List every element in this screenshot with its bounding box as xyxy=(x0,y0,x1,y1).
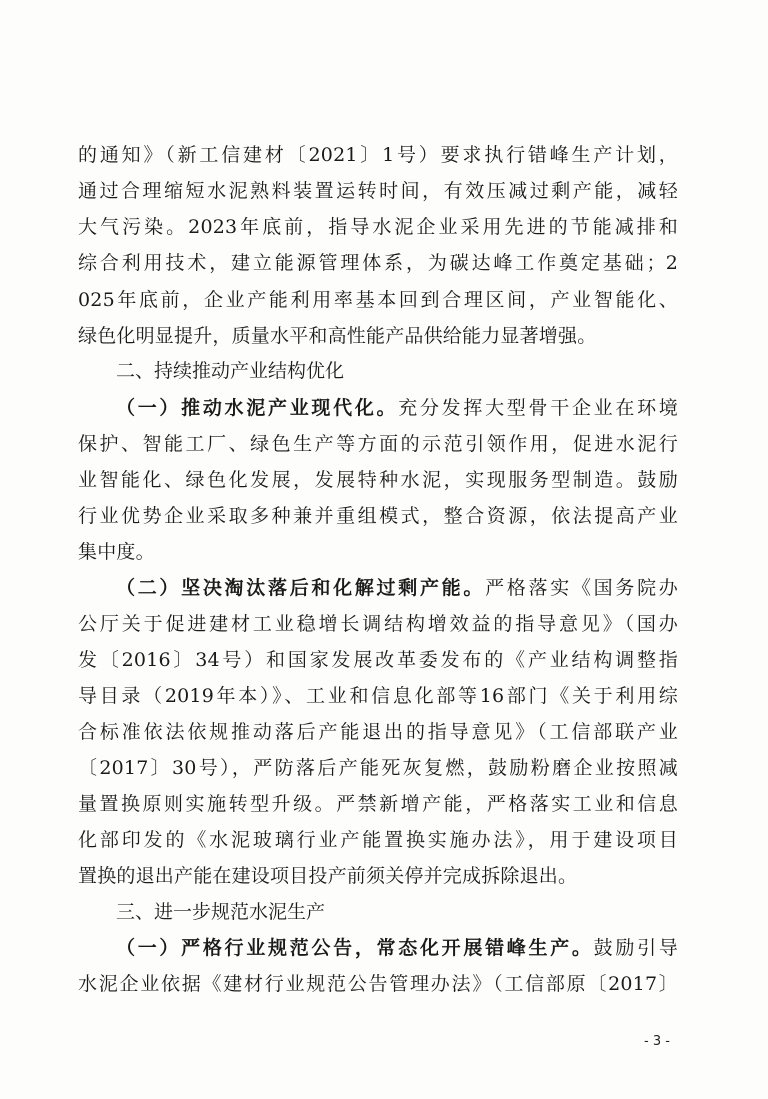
section-heading: 三、进一步规范水泥生产 xyxy=(116,901,326,923)
page-number: - 3 - xyxy=(644,1034,670,1049)
body-text-line: 大气污染。2023年底前，指导水泥企业采用先进的节能减排和 xyxy=(78,216,678,238)
item-title: （二）坚决淘汰落后和化解过剩产能。 xyxy=(116,577,486,599)
body-text-line: 业智能化、绿色化发展，发展特种水泥，实现服务型制造。鼓励 xyxy=(78,469,678,491)
body-text-line xyxy=(116,933,678,963)
body-text-line: 化部印发的《水泥玻璃行业产能置换实施办法》，用于建设项目 xyxy=(78,829,678,851)
item-title: （一）推动水泥产业现代化。 xyxy=(116,397,399,419)
body-text-line: 发〔2016〕34号）和国家发展改革委发布的《产业结构调整指 xyxy=(78,649,678,671)
body-text-line: 导目录（2019年本）》、工业和信息化部等16部门《关于利用综 xyxy=(78,685,678,707)
body-text-line: 通过合理缩短水泥熟料装置运转时间，有效压减过剩产能，减轻 xyxy=(78,180,678,202)
item-title: （一）严格行业规范公告，常态化开展错峰生产。 xyxy=(116,937,594,959)
body-text-line xyxy=(116,393,678,423)
item-text: 鼓励引导 xyxy=(593,937,678,959)
body-text-line xyxy=(116,573,678,603)
item-text: 充分发挥大型骨干企业在环境 xyxy=(398,397,678,419)
body-text-line: 合标准依法依规推动落后产能退出的指导意见》（工信部联产业 xyxy=(78,721,678,743)
body-text-line: 集中度。 xyxy=(78,541,155,563)
body-text-line: 置换的退出产能在建设项目投产前须关停并完成拆除退出。 xyxy=(78,865,578,887)
body-text-line: 〔2017〕30号），严防落后产能死灰复燃，鼓励粉磨企业按照减 xyxy=(78,757,678,779)
body-text-line: 025年底前，企业产能利用率基本回到合理区间，产业智能化、 xyxy=(78,289,678,311)
body-text-line: 水泥企业依据《建材行业规范公告管理办法》（工信部原〔2017〕 xyxy=(78,973,678,995)
body-text-line: 量置换原则实施转型升级。严禁新增产能，严格落实工业和信息 xyxy=(78,793,678,815)
body-text-line: 保护、智能工厂、绿色生产等方面的示范引领作用，促进水泥行 xyxy=(78,433,678,455)
body-text-line: 的通知》（新工信建材〔2021〕1号）要求执行错峰生产计划， xyxy=(78,144,678,166)
body-text-line: 综合利用技术，建立能源管理体系，为碳达峰工作奠定基础；2 xyxy=(78,252,678,274)
section-heading: 二、持续推动产业结构优化 xyxy=(116,360,345,382)
body-text-line: 绿色化明显提升，质量水平和高性能产品供给能力显著增强。 xyxy=(78,325,597,347)
item-text: 严格落实《国务院办 xyxy=(485,577,678,599)
body-text-line: 行业优势企业采取多种兼并重组模式，整合资源，依法提高产业 xyxy=(78,505,678,527)
body-text-line: 公厅关于促进建材工业稳增长调结构增效益的指导意见》（国办 xyxy=(78,613,678,635)
